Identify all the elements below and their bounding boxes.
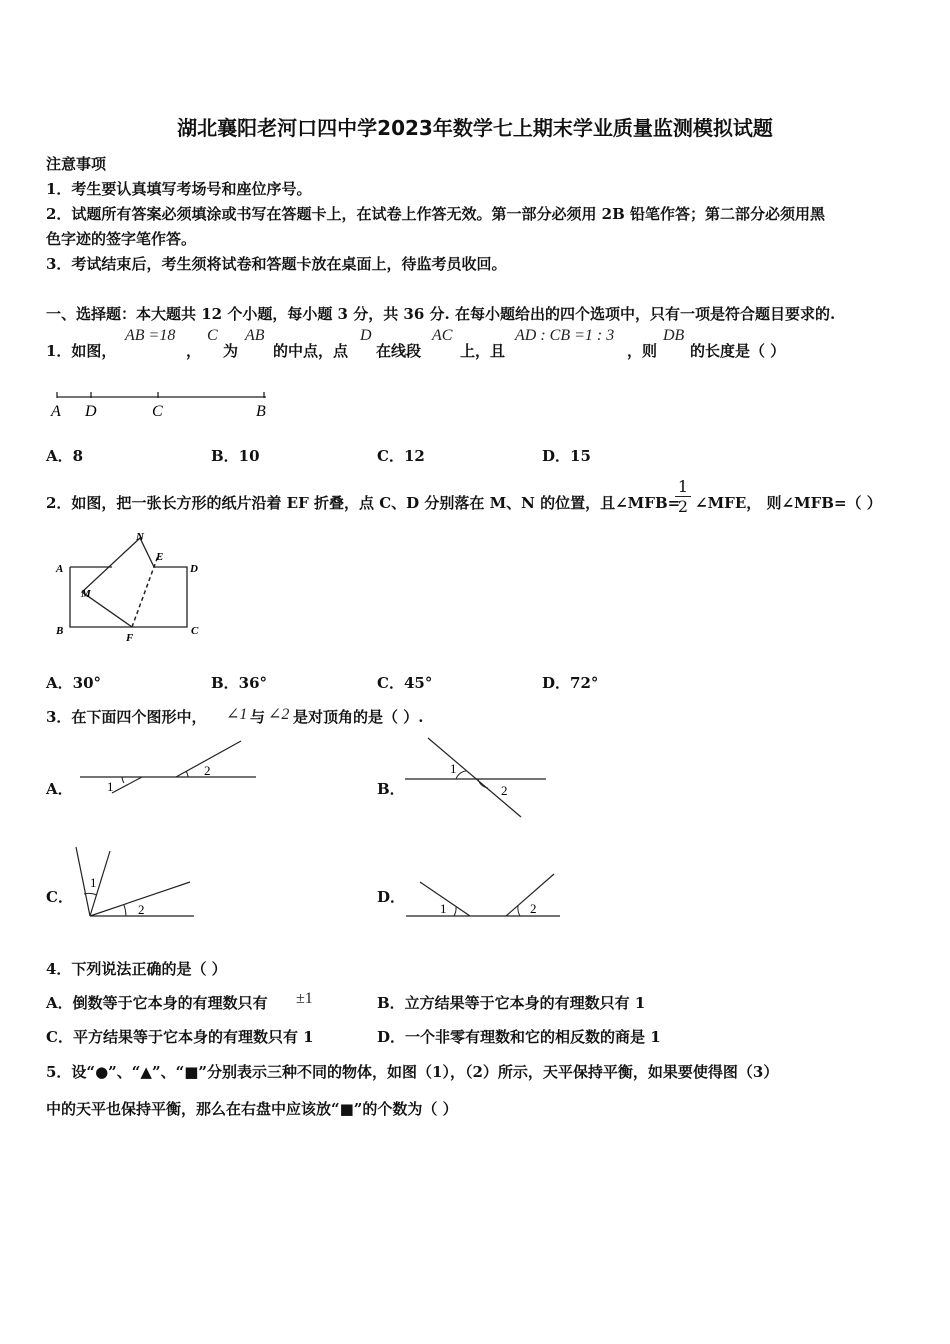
q3-yu: 与 bbox=[250, 708, 266, 726]
q3-d-label-1: 1 bbox=[440, 901, 447, 916]
q3-b-label-2: 2 bbox=[501, 783, 508, 798]
q2-label-e: E bbox=[156, 551, 164, 563]
q2-label-c: C bbox=[191, 625, 199, 637]
q2-label-d: D bbox=[190, 563, 198, 575]
q3-math-angle1: ∠1 bbox=[226, 706, 248, 723]
q2-frac-num: 1 bbox=[677, 477, 689, 496]
q1-on-segment: 在线段 bbox=[376, 342, 422, 360]
q2-label-a: A bbox=[56, 563, 64, 575]
q2-text: 2．如图，把一张长方形的纸片沿着 EF 折叠，点 C、D 分别落在 M、N 的位置，且∠MFB= bbox=[46, 494, 681, 512]
q3-figure-a[interactable] bbox=[78, 738, 258, 798]
q2-option-a[interactable]: A．30° bbox=[46, 674, 102, 692]
q1-label-a: A bbox=[51, 403, 61, 420]
notice-item-2: 2．试题所有答案必须填涂或书写在答题卡上，在试卷上作答无效。第一部分必须用 2B 铅笔作答；第二部分必须用黑 bbox=[46, 205, 826, 223]
q2-frac-den: 2 bbox=[677, 497, 689, 516]
q3-option-c[interactable]: C． bbox=[46, 888, 73, 906]
q4-option-c[interactable]: C．平方结果等于它本身的有理数只有 1 bbox=[46, 1028, 314, 1046]
q1-math-db: DB bbox=[663, 327, 685, 344]
q3-math-angle2: ∠2 bbox=[268, 706, 290, 723]
q1-comma: ， bbox=[186, 342, 202, 360]
q2-label-b: B bbox=[56, 625, 64, 637]
q3-figure-d[interactable] bbox=[404, 872, 564, 922]
section-heading: 一、选择题：本大题共 12 个小题，每小题 3 分，共 36 分. 在每小题给出的四个选项中，只有一项是符合题目要求的. bbox=[46, 305, 836, 323]
q1-prefix: 1．如图， bbox=[46, 342, 117, 360]
q1-math-ac: AC bbox=[432, 327, 453, 344]
q3-c-label-1: 1 bbox=[90, 875, 97, 890]
q2-label-n: N bbox=[136, 531, 144, 543]
q2-text-cont: ∠MFE， 则∠MFB=（ ） bbox=[695, 494, 882, 512]
q1-ask: 的长度是（ ） bbox=[690, 342, 786, 360]
q2-fraction bbox=[675, 478, 691, 517]
q2-option-d[interactable]: D．72° bbox=[542, 674, 599, 692]
q3-a-label-1: 1 bbox=[107, 779, 114, 794]
q1-label-b: B bbox=[256, 403, 266, 420]
q1-option-d[interactable]: D．15 bbox=[542, 447, 591, 465]
q2-fold-figure bbox=[52, 532, 212, 647]
q4-text: 4．下列说法正确的是（ ） bbox=[46, 960, 227, 978]
q1-wei: 为 bbox=[223, 342, 239, 360]
q4-option-b[interactable]: B．立方结果等于它本身的有理数只有 1 bbox=[377, 994, 646, 1012]
q3-figure-b[interactable] bbox=[404, 736, 549, 820]
q3-a-label-2: 2 bbox=[204, 763, 211, 778]
q1-ze: ，则 bbox=[627, 342, 658, 360]
q1-label-c: C bbox=[152, 403, 163, 420]
q3-text-cont: 是对顶角的是（ ）. bbox=[293, 708, 424, 726]
q1-option-a[interactable]: A．8 bbox=[46, 447, 84, 465]
notice-item-3: 3．考试结束后，考生须将试卷和答题卡放在桌面上，待监考员收回。 bbox=[46, 255, 507, 273]
q3-c-label-2: 2 bbox=[138, 902, 145, 917]
q2-option-c[interactable]: C．45° bbox=[377, 674, 433, 692]
q1-option-b[interactable]: B．10 bbox=[211, 447, 260, 465]
q1-segment-figure bbox=[48, 388, 278, 424]
q3-b-label-1: 1 bbox=[450, 761, 457, 776]
q2-label-m: M bbox=[81, 588, 91, 600]
q1-option-c[interactable]: C．12 bbox=[377, 447, 425, 465]
q3-d-label-2: 2 bbox=[530, 901, 537, 916]
notice-heading: 注意事项 bbox=[46, 155, 107, 173]
q1-shang: 上，且 bbox=[460, 342, 506, 360]
q2-option-b[interactable]: B．36° bbox=[211, 674, 268, 692]
q1-math-ratio: AD : CB =1 : 3 bbox=[515, 327, 615, 344]
q4-option-d[interactable]: D．一个非零有理数和它的相反数的商是 1 bbox=[377, 1028, 661, 1046]
q5-line-2: 中的天平也保持平衡，那么在右盘中应该放“■”的个数为（ ） bbox=[46, 1100, 458, 1118]
notice-item-2-cont: 色字迹的签字笔作答。 bbox=[46, 230, 197, 248]
q4-option-a-math: ±1 bbox=[296, 990, 313, 1007]
q3-option-d[interactable]: D． bbox=[377, 888, 406, 906]
q1-math-ab: AB bbox=[245, 327, 265, 344]
q3-text: 3．在下面四个图形中， bbox=[46, 708, 207, 726]
q3-figure-c[interactable] bbox=[70, 843, 200, 923]
q2-label-f: F bbox=[126, 632, 134, 644]
q3-option-a[interactable]: A． bbox=[46, 780, 73, 798]
q1-math-ab18: AB =18 bbox=[125, 327, 176, 344]
q4-option-a[interactable]: A．倒数等于它本身的有理数只有 bbox=[46, 994, 268, 1012]
q1-math-c: C bbox=[207, 327, 218, 344]
notice-item-1: 1．考生要认真填写考场号和座位序号。 bbox=[46, 180, 312, 198]
q3-option-b[interactable]: B． bbox=[377, 780, 405, 798]
q1-math-d: D bbox=[360, 327, 372, 344]
q1-label-d: D bbox=[85, 403, 97, 420]
q5-line-1: 5．设“●”、“▲”、“■”分别表示三种不同的物体，如图（1），（2）所示，天平保持平衡，如果要使得图（3） bbox=[46, 1063, 779, 1081]
q1-midpoint: 的中点，点 bbox=[273, 342, 349, 360]
exam-title: 湖北襄阳老河口四中学2023年数学七上期末学业质量监测模拟试题 bbox=[177, 116, 773, 140]
